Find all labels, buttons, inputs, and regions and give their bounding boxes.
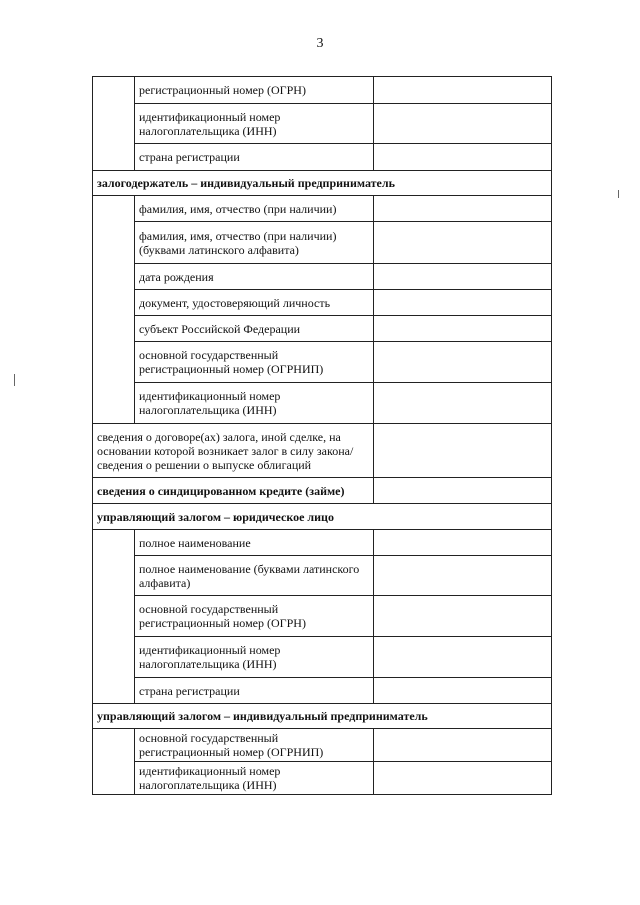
form-row <box>93 637 552 678</box>
field-label: страна регистрации <box>135 144 374 171</box>
field-value[interactable] <box>374 729 552 762</box>
field-value[interactable] <box>374 104 552 144</box>
field-value[interactable] <box>374 77 552 104</box>
page-number: 3 <box>316 36 324 51</box>
form-row <box>93 290 552 316</box>
form-row <box>93 478 552 504</box>
field-label: фамилия, имя, отчество (при наличии) <box>135 196 374 222</box>
section-header: управляющий залогом – юридическое лицо <box>93 504 552 530</box>
form-row <box>93 530 552 556</box>
field-value[interactable] <box>374 530 552 556</box>
form-row <box>93 222 552 264</box>
field-label: полное наименование (буквами латинского алфавита) <box>135 556 374 596</box>
field-value[interactable] <box>374 290 552 316</box>
indent-cell <box>93 77 135 171</box>
section-header: залогодержатель – индивидуальный предприниматель <box>93 171 552 196</box>
field-label: полное наименование <box>135 530 374 556</box>
section-header-row <box>93 704 552 729</box>
field-label: регистрационный номер (ОГРН) <box>135 77 374 104</box>
indent-cell <box>93 196 135 424</box>
field-value[interactable] <box>374 383 552 424</box>
section-header: управляющий залогом – индивидуальный предприниматель <box>93 704 552 729</box>
field-value[interactable] <box>374 637 552 678</box>
form-row <box>93 342 552 383</box>
field-value[interactable] <box>374 678 552 704</box>
margin-tick-right <box>618 190 619 198</box>
field-label: субъект Российской Федерации <box>135 316 374 342</box>
field-value[interactable] <box>374 316 552 342</box>
form-row <box>93 144 552 171</box>
indent-cell <box>93 530 135 704</box>
field-label: дата рождения <box>135 264 374 290</box>
form-table <box>92 76 552 795</box>
field-label: основной государственный регистрационный номер (ОГРН) <box>135 596 374 637</box>
field-label: документ, удостоверяющий личность <box>135 290 374 316</box>
section-header-row <box>93 171 552 196</box>
field-value[interactable] <box>374 762 552 795</box>
field-value[interactable] <box>374 424 552 478</box>
form-row <box>93 424 552 478</box>
field-label: идентификационный номер налогоплательщика (ИНН) <box>135 762 374 795</box>
field-value[interactable] <box>374 556 552 596</box>
indent-cell <box>93 729 135 795</box>
form-row <box>93 762 552 795</box>
form-row <box>93 77 552 104</box>
section-header-row <box>93 504 552 530</box>
field-value[interactable] <box>374 196 552 222</box>
form-row <box>93 316 552 342</box>
field-label: фамилия, имя, отчество (при наличии) (буквами латинского алфавита) <box>135 222 374 264</box>
field-value[interactable] <box>374 478 552 504</box>
field-value[interactable] <box>374 264 552 290</box>
field-label: страна регистрации <box>135 678 374 704</box>
field-label: идентификационный номер налогоплательщика (ИНН) <box>135 383 374 424</box>
form-row <box>93 556 552 596</box>
field-label: идентификационный номер налогоплательщика (ИНН) <box>135 637 374 678</box>
form-row <box>93 678 552 704</box>
form-row <box>93 729 552 762</box>
field-label: идентификационный номер налогоплательщика (ИНН) <box>135 104 374 144</box>
form-row <box>93 383 552 424</box>
form-row <box>93 596 552 637</box>
field-value[interactable] <box>374 342 552 383</box>
syndicated-loan-label: сведения о синдицированном кредите (займе) <box>93 478 374 504</box>
field-value[interactable] <box>374 596 552 637</box>
form-row <box>93 264 552 290</box>
form-row <box>93 196 552 222</box>
field-label: основной государственный регистрационный номер (ОГРНИП) <box>135 729 374 762</box>
margin-tick-left <box>14 374 15 386</box>
field-value[interactable] <box>374 222 552 264</box>
form-row <box>93 104 552 144</box>
field-value[interactable] <box>374 144 552 171</box>
contract-info-label: сведения о договоре(ах) залога, иной сделке, на основании которой возникает залог в силу закона/сведения о решении о выпуске облигаций <box>93 424 374 478</box>
field-label: основной государственный регистрационный номер (ОГРНИП) <box>135 342 374 383</box>
